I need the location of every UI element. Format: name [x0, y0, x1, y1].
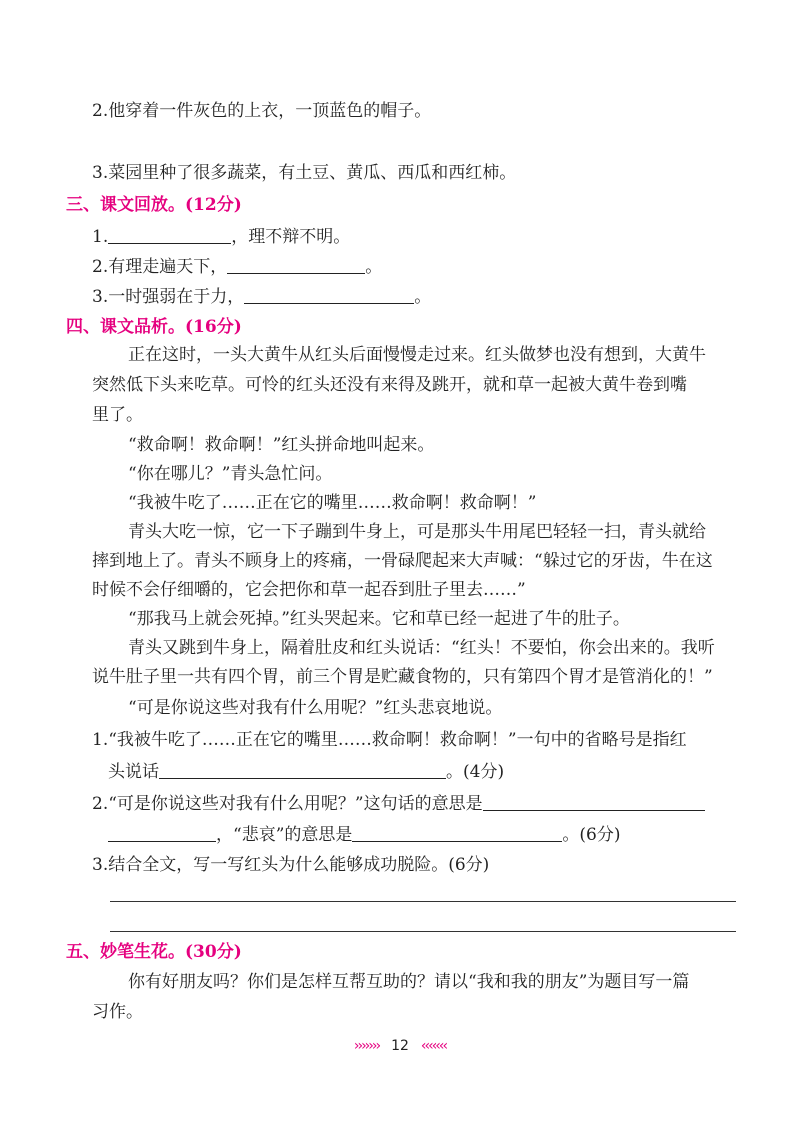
right-arrows-icon: ‹‹‹‹‹‹‹: [420, 1038, 447, 1054]
sec4-q2-suffix: 。(6分): [562, 825, 621, 845]
sec3-q2: [92, 255, 382, 279]
sec4-q1-suffix: 。(4分): [446, 762, 505, 782]
passage-line: 里了。: [92, 405, 143, 425]
sec4-q2-line2: [108, 823, 620, 847]
page-number: 12: [391, 1038, 409, 1054]
sec3-q1-suffix: ，理不辩不明。: [231, 227, 351, 247]
section-4-title: 四、课文品析。(16分): [66, 317, 242, 337]
sec3-q2-prefix: 2.有理走遍天下，: [92, 257, 228, 277]
passage-line: 说牛肚子里一共有四个胃，前三个胃是贮藏食物的，只有第四个胃才是管消化的！”: [92, 667, 713, 687]
sec4-q2-prefix: 2.“可是你说这些对我有什么用呢？”这句话的意思是: [92, 794, 483, 814]
passage-line: 时候不会仔细嚼的，它会把你和草一起吞到肚子里去……”: [92, 580, 526, 600]
passage-line: “我被牛吃了……正在它的嘴里……救命啊！救命啊！”: [128, 493, 537, 513]
passage-line: 突然低下头来吃草。可怜的红头还没有来得及跳开，就和草一起被大黄牛卷到嘴: [92, 375, 687, 395]
sentence-3: 3.菜园里种了很多蔬菜，有土豆、黄瓜、西瓜和西红柿。: [92, 163, 517, 183]
sec4-q1-line1: 1.“我被牛吃了……正在它的嘴里……救命啊！救命啊！”一句中的省略号是指红: [92, 730, 687, 750]
sec3-q1: [92, 225, 350, 249]
sec4-q1-prefix: 头说话: [108, 762, 159, 782]
sec4-q1-line2: [108, 760, 504, 784]
page-footer: [0, 1038, 800, 1054]
sec4-q2-blank-3[interactable]: [352, 823, 562, 842]
sec4-q2-line1: [92, 792, 705, 816]
sec4-q1-blank[interactable]: [159, 760, 446, 779]
sec3-q1-prefix: 1.: [92, 227, 109, 247]
sec4-q2-mid: ，“悲哀”的意思是: [216, 825, 353, 845]
section-3-title: 三、课文回放。(12分): [66, 195, 242, 215]
sec5-prompt-line2: 习作。: [92, 1002, 143, 1022]
sec3-q3-prefix: 3.一时强弱在于力，: [92, 287, 245, 307]
passage-line: “可是你说这些对我有什么用呢？”红头悲哀地说。: [128, 698, 503, 718]
left-arrows-icon: ›››››››: [353, 1038, 380, 1054]
sec4-q3: 3.结合全文，写一写红头为什么能够成功脱险。(6分): [92, 855, 490, 875]
answer-line-2[interactable]: [110, 931, 736, 932]
passage-line: “你在哪儿？”青头急忙问。: [128, 464, 333, 484]
passage-line: 青头又跳到牛身上，隔着肚皮和红头说话：“红头！不要怕，你会出来的。我听: [128, 638, 715, 658]
passage-line: “救命啊！救命啊！”红头拼命地叫起来。: [128, 435, 435, 455]
sec4-q2-blank-1[interactable]: [483, 792, 705, 811]
passage-line: “那我马上就会死掉。”红头哭起来。它和草已经一起进了牛的肚子。: [128, 609, 630, 629]
sec3-q3-blank[interactable]: [244, 285, 414, 304]
sentence-2: 2.他穿着一件灰色的上衣，一顶蓝色的帽子。: [92, 101, 432, 121]
passage-line: 正在这时，一头大黄牛从红头后面慢慢走过来。红头做梦也没有想到，大黄牛: [128, 345, 706, 365]
sec3-q3-suffix: 。: [414, 287, 432, 307]
section-5-title: 五、妙笔生花。(30分): [66, 942, 242, 962]
sec3-q1-blank[interactable]: [108, 225, 231, 244]
sec3-q2-blank[interactable]: [227, 255, 365, 274]
sec3-q2-suffix: 。: [365, 257, 383, 277]
passage-line: 摔到地上了。青头不顾身上的疼痛，一骨碌爬起来大声喊：“躲过它的牙齿，牛在这: [92, 551, 713, 571]
sec4-q2-blank-2[interactable]: [108, 823, 216, 842]
sec5-prompt-line1: 你有好朋友吗？你们是怎样互帮互助的？请以“我和我的朋友”为题目写一篇: [128, 972, 690, 992]
sec3-q3: [92, 285, 431, 309]
passage-line: 青头大吃一惊，它一下子蹦到牛身上，可是那头牛用尾巴轻轻一扫，青头就给: [128, 522, 706, 542]
answer-line-1[interactable]: [110, 901, 736, 902]
